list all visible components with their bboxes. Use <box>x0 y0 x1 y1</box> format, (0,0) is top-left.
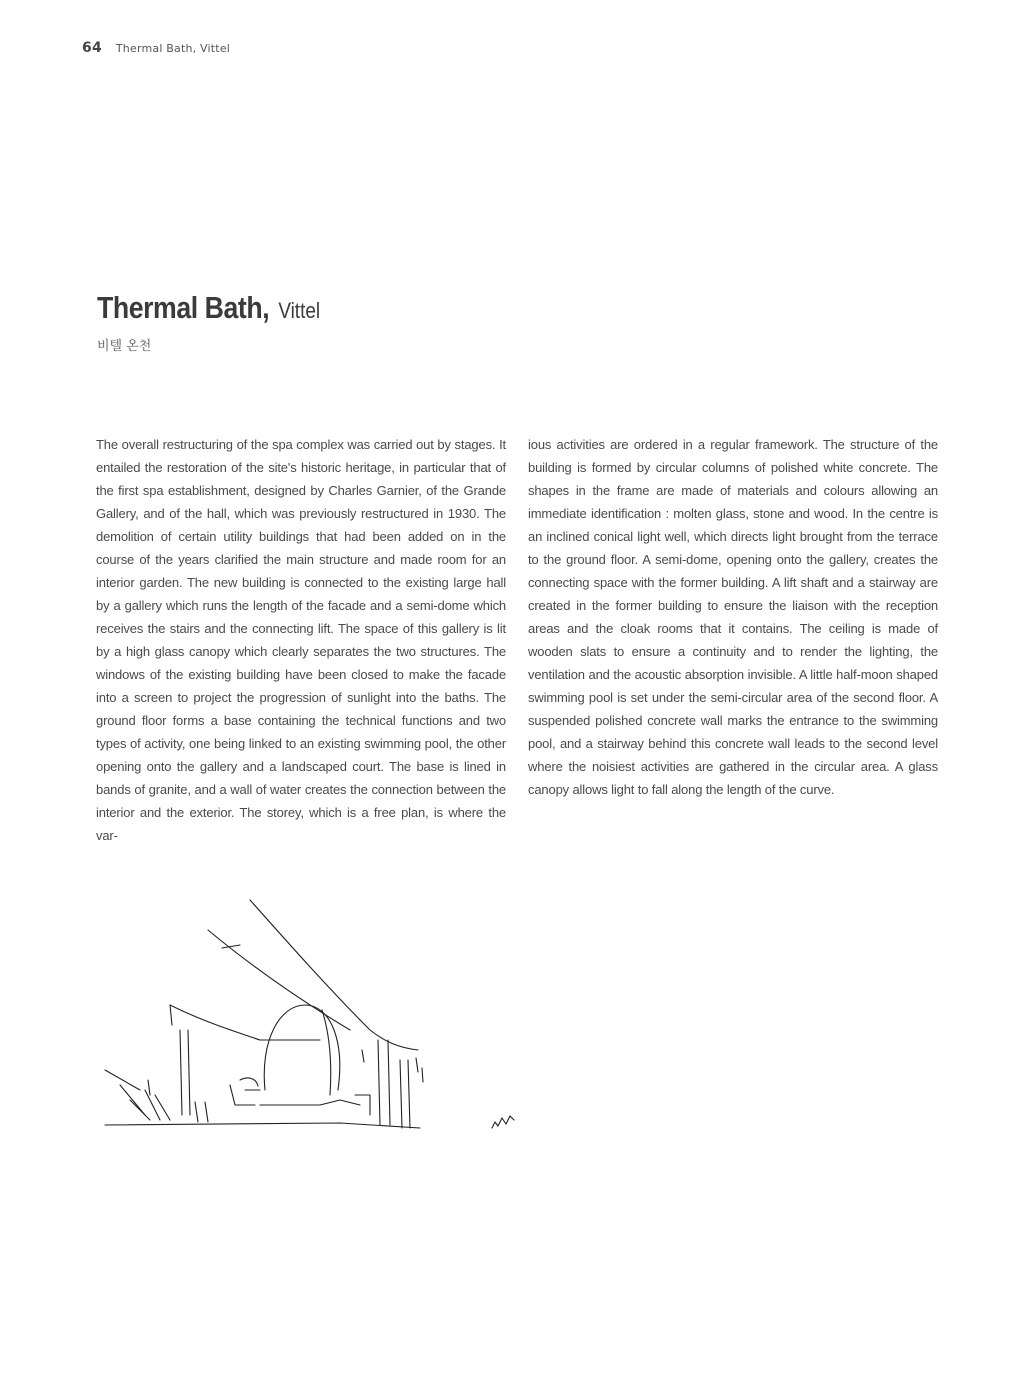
page-title <box>97 290 320 329</box>
body-text-right-column: ious activities are ordered in a regular framework. The structure of the building is formed by circular columns of polished white concrete. The shapes in the frame are made of materials and colours allowing an immediate identification : molten glass, stone and wood. In the centre is an inclined conical light well, which directs light brought from the terrace to the ground floor. A semi-dome, opening onto the gallery, creates the connecting space with the former building. A lift shaft and a stairway are created in the former building to ensure the liaison with the reception areas and the cloak rooms that it contains. The ceiling is made of wooden slats to ensure a continuity and to render the lighting, the ventilation and the acoustic absorption invisible. A little half-moon shaped swimming pool is set under the semi-circular area of the second floor. A suspended polished concrete wall marks the entrance to the swimming pool, and a stairway behind this concrete wall leads to the second level where the noisiest activities are gathered in the circular area. A glass canopy allows light to fall along the length of the curve. <box>528 437 938 797</box>
title-regular-part: Vittel <box>278 298 321 323</box>
title-block <box>97 290 356 354</box>
title-bold-part: Thermal Bath, <box>97 290 270 325</box>
body-text-left-column: The overall restructuring of the spa complex was carried out by stages. It entailed the restoration of the site's historic heritage, in particular that of the first spa establishment, designed by Charles Garnier, of the Grande Gallery, and of the hall, which was previously restructured in 1930. The demolition of certain utility buildings that had been added on in the course of the years clarified the main structure and made room for an interior garden. The new building is connected to the existing large hall by a gallery which runs the length of the facade and a semi-dome which receives the stairs and the connecting lift. The space of this gallery is lit by a high glass canopy which clearly separates the two structures. The windows of the existing building have been closed to make the facade into a screen to project the progression of sunlight into the baths. The ground floor forms a base containing the technical functions and two types of activity, one being linked to an existing swimming pool, the other opening onto the gallery and a landscaped court. The base is lined in bands of granite, and a wall of water creates the connection between the interior and the exterior. The storey, which is a free plan, is where the var- <box>96 437 506 843</box>
running-head <box>82 40 230 56</box>
architectural-sketch <box>100 890 540 1140</box>
korean-subtitle: 비텔 온천 <box>97 339 152 354</box>
running-title: Thermal Bath, Vittel <box>115 42 231 55</box>
page-number: 64 <box>82 40 102 56</box>
